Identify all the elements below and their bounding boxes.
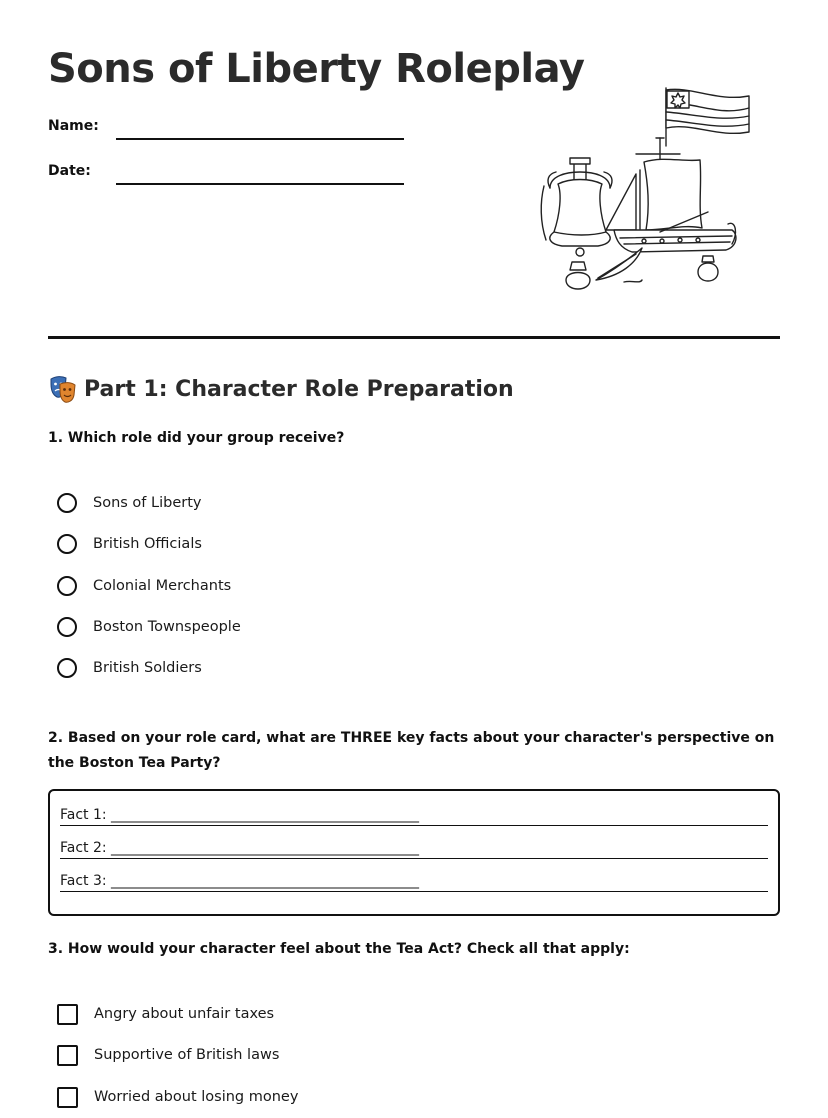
date-field (48, 163, 408, 193)
option-label: Worried about losing money (94, 1089, 299, 1105)
quill-inkwell-icon (566, 248, 718, 289)
fact-line-3[interactable] (60, 860, 768, 892)
radio-button[interactable] (57, 493, 77, 513)
option-label: Supportive of British laws (94, 1047, 280, 1063)
radio-button[interactable] (57, 617, 77, 637)
section-divider (48, 336, 780, 339)
date-label: Date: (48, 163, 91, 179)
option-label: Sons of Liberty (93, 495, 202, 511)
part1-heading-text: Part 1: Character Role Preparation (84, 376, 514, 402)
role-option-british-officials[interactable] (57, 531, 202, 557)
name-field (48, 118, 408, 148)
option-label: British Officials (93, 536, 202, 552)
flag-icon (666, 88, 749, 146)
facts-box (48, 789, 780, 916)
sailing-ship-icon (606, 138, 736, 252)
theater-masks-icon (48, 374, 78, 404)
option-label: Angry about unfair taxes (94, 1006, 275, 1022)
radio-button[interactable] (57, 576, 77, 596)
role-option-british-soldiers[interactable] (57, 655, 202, 681)
role-option-boston-townspeople[interactable] (57, 614, 241, 640)
role-option-sons-of-liberty[interactable] (57, 490, 201, 516)
fact-label: Fact 3: ____________________________________________ (60, 873, 420, 889)
checkbox[interactable] (57, 1004, 78, 1025)
option-label: Colonial Merchants (93, 578, 232, 594)
question-1: 1. Which role did your group receive? (48, 430, 345, 446)
name-label: Name: (48, 118, 99, 134)
name-input-line[interactable] (116, 138, 404, 140)
colonial-illustration-icon (532, 84, 762, 300)
radio-button[interactable] (57, 534, 77, 554)
part1-heading (48, 374, 514, 404)
question-3: 3. How would your character feel about the Tea Act? Check all that apply: (48, 941, 630, 957)
checkbox[interactable] (57, 1045, 78, 1066)
feeling-option-angry[interactable] (57, 1001, 274, 1027)
date-input-line[interactable] (116, 183, 404, 185)
fact-label: Fact 2: ____________________________________________ (60, 840, 420, 856)
feeling-option-supportive[interactable] (57, 1042, 279, 1068)
role-option-colonial-merchants[interactable] (57, 573, 231, 599)
option-label: Boston Townspeople (93, 619, 241, 635)
fact-line-2[interactable] (60, 827, 768, 859)
fact-label: Fact 1: ____________________________________________ (60, 807, 420, 823)
question-2: 2. Based on your role card, what are THREE key facts about your character's perspective on the Boston Tea Party? (48, 730, 775, 771)
feeling-option-worried[interactable] (57, 1084, 298, 1110)
checkbox[interactable] (57, 1087, 78, 1108)
option-label: British Soldiers (93, 660, 202, 676)
radio-button[interactable] (57, 658, 77, 678)
page-title: Sons of Liberty Roleplay (48, 46, 585, 92)
liberty-bell-icon (541, 158, 612, 256)
fact-line-1[interactable] (60, 794, 768, 826)
